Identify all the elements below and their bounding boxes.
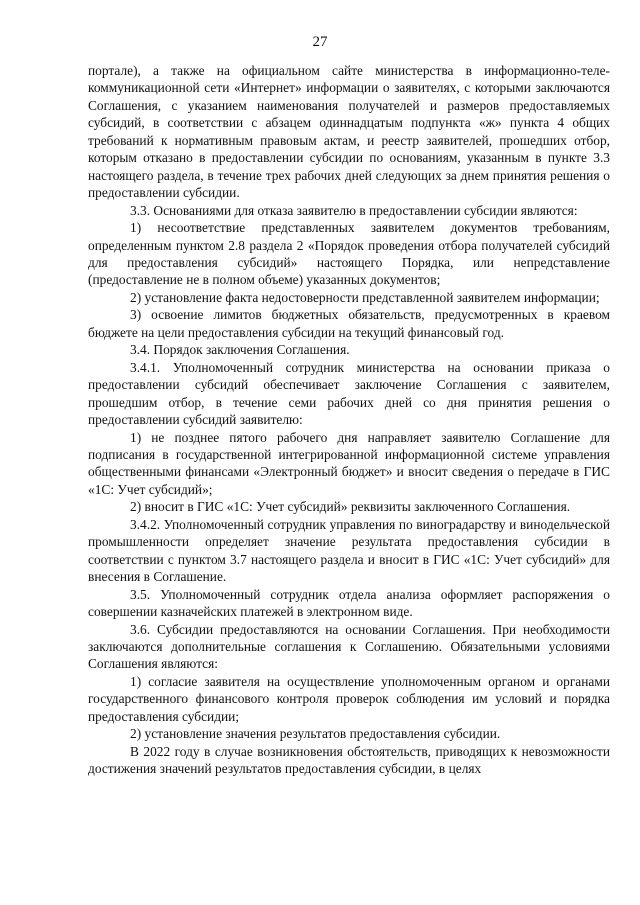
paragraph: 2) установление значения результатов предоставления субсидии. (130, 726, 501, 742)
paragraph: 3.6. Субсидии предоставляются на основании Соглашения. При необходимости заключаются дополнительные соглашения к Соглашению. Обязательными условиями Соглашения являются: (88, 621, 610, 672)
paragraph: порталe), а также на официальном сайте министерства в информационно-телекоммуникационной сети «Интернет» информации о заявителях, с которыми заключаются Соглашения, с указанием наименования получателей и размеров предоставляемых субсидий, в соответствии с абзацем одиннадцатым подпункта «ж» пункта 4 общих требований к нормативным правовым актам, и реестр заявителей, прошедших отбор, которым отказано в предоставлении субсидии по основаниям, указанным в пункте 3.3 настоящего раздела, в течение трех рабочих дней следующих за днем принятия решения о предоставлении субсидии. (88, 63, 610, 201)
paragraph: В 2022 году в случае возникновения обстоятельств, приводящих к невозможности достижения значений результатов предоставления субсидии, в целях (88, 743, 610, 777)
document-body (88, 62, 610, 778)
paragraph: 2) установление факта недостоверности представленной заявителем информации; (130, 289, 600, 305)
paragraph: 1) несоответствие представленных заявителем документов требованиям, определенным пунктом 2.8 раздела 2 «Порядок проведения отбора получателей субсидий для предоставления субсидий» настоящего Порядка, или непредставление (предоставление не в полном объеме) указанных документов; (88, 220, 610, 288)
paragraph: 1) не позднее пятого рабочего дня направляет заявителю Соглашение для подписания в государственной интегрированной информационной системе управления общественными финансами «Электронный бюджет» и вносит сведения о передаче в ГИС «1С: Учет субсидий»; (88, 429, 610, 497)
paragraph: 3.4.1. Уполномоченный сотрудник министерства на основании приказа о предоставлении субсидий обеспечивает заключение Соглашения с заявителем, прошедшим отбор, в течение семи рабочих дней со дня принятия решения о предоставлении субсидий заявителю: (88, 359, 610, 428)
paragraph: 1) согласие заявителя на осуществление уполномоченным органом и органами государственного финансового контроля проверок соблюдения им условий и порядка предоставления субсидии; (88, 673, 610, 724)
paragraph: 3.3. Основаниями для отказа заявителю в предоставлении субсидии являются: (130, 202, 578, 218)
paragraph: 3.5. Уполномоченный сотрудник отдела анализа оформляет распоряжения о совершении казначейских платежей в электронном виде. (88, 586, 610, 620)
paragraph: 3.4. Порядок заключения Соглашения. (130, 342, 350, 358)
paragraph: 3) освоение лимитов бюджетных обязательств, предусмотренных в краевом бюджете на цели предоставления субсидии на текущий финансовый год. (88, 307, 610, 340)
paragraph: 2) вносит в ГИС «1С: Учет субсидий» реквизиты заключенного Соглашения. (130, 499, 571, 515)
paragraph: 3.4.2. Уполномоченный сотрудник управления по виноградарству и винодельческой промышленности определяет значение результата предоставления субсидии в соответствии с пунктом 3.7 настоящего раздела и вносит в ГИС «1С: Учет субсидий» для внесения в Соглашение. (88, 516, 610, 585)
page-number: 27 (312, 34, 328, 50)
